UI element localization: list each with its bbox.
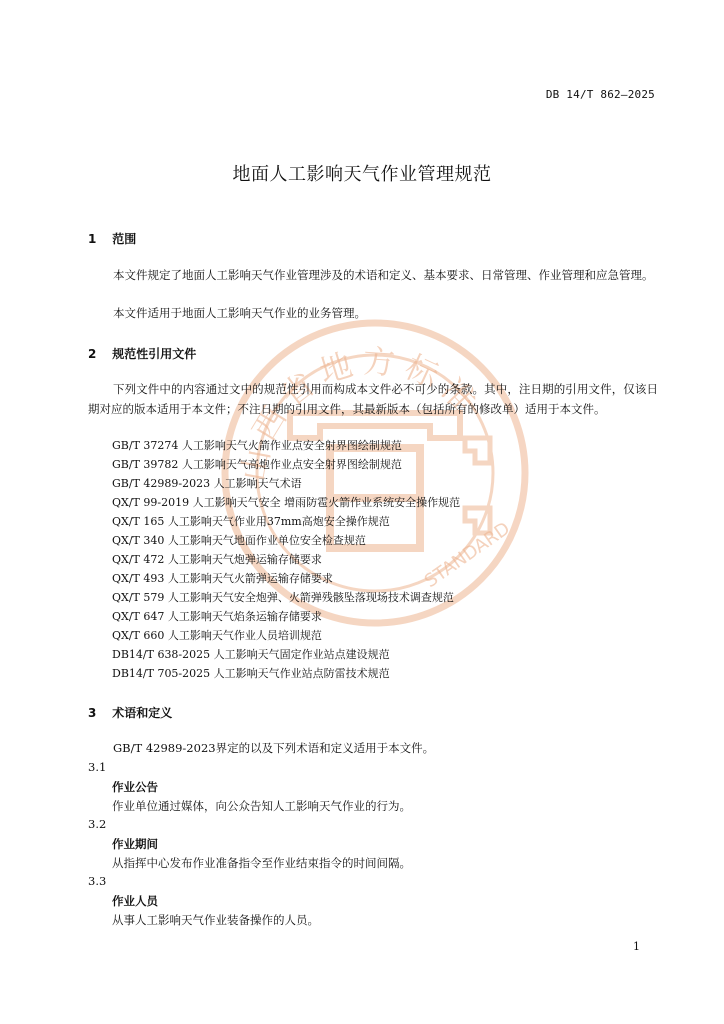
section-3-intro: GB/T 42989-2023界定的以及下列术语和定义适用于本文件。 [113,741,435,755]
section-2-heading [88,345,196,362]
term-number: 3.3 [88,874,107,888]
term-number: 3.1 [88,760,107,774]
term-name: 作业人员 [112,894,158,908]
section-number: 3 [88,706,97,720]
reference-item: QX/T 340 人工影响天气地面作业单位安全检查规范 [112,534,366,547]
reference-item: QX/T 165 人工影响天气作业用37mm高炮安全操作规范 [112,515,390,528]
watermark-latin-text: STANDARD [420,518,514,593]
reference-item: DB14/T 705-2025 人工影响天气作业站点防雷技术规范 [112,667,390,680]
term-name: 作业期间 [112,837,158,851]
document-number: DB 14/T 862—2025 [545,88,655,101]
term-definition: 作业单位通过媒体，向公众告知人工影响天气作业的行为。 [112,799,411,813]
section-title: 范围 [112,232,137,246]
section-3-heading [88,704,172,721]
section-2-intro: 下列文件中的内容通过文中的规范性引用而构成本文件必不可少的条款。其中，注日期的引用文件，仅该日期对应的版本适用于本文件；不注日期的引用文件，其最新版本（包括所有的修改单）适用于本文件。 [88,382,658,416]
section-1-paragraph-1: 本文件规定了地面人工影响天气作业管理涉及的术语和定义、基本要求、日常管理、作业管理和应急管理。 [113,268,654,282]
section-number: 2 [88,347,97,361]
reference-item: QX/T 660 人工影响天气作业人员培训规范 [112,629,322,642]
reference-item: QX/T 99-2019 人工影响天气安全 增雨防雹火箭作业系统安全操作规范 [112,496,461,509]
term-definition: 从指挥中心发布作业准备指令至作业结束指令的时间间隔。 [112,856,411,870]
term-definition: 从事人工影响天气作业装备操作的人员。 [112,913,319,927]
reference-item: QX/T 647 人工影响天气焰条运输存储要求 [112,610,322,623]
watermark-arc-text: 山西省地方标准 [233,342,490,485]
term-name: 作业公告 [112,780,158,794]
reference-item: GB/T 39782 人工影响天气高炮作业点安全射界图绘制规范 [112,458,402,471]
reference-item: GB/T 42989-2023 人工影响天气术语 [112,477,302,490]
section-title: 术语和定义 [112,706,173,720]
section-number: 1 [88,232,97,246]
document-title: 地面人工影响天气作业管理规范 [232,164,492,185]
reference-item: GB/T 37274 人工影响天气火箭作业点安全射界图绘制规范 [112,439,402,452]
reference-item: QX/T 493 人工影响天气火箭弹运输存储要求 [112,572,333,585]
section-1-paragraph-2: 本文件适用于地面人工影响天气作业的业务管理。 [113,306,366,320]
page-number: 1 [633,940,640,953]
section-1-heading [88,230,136,247]
section-title: 规范性引用文件 [112,347,197,361]
term-number: 3.2 [88,817,107,831]
reference-item: DB14/T 638-2025 人工影响天气固定作业站点建设规范 [112,648,390,661]
reference-item: QX/T 472 人工影响天气炮弹运输存储要求 [112,553,322,566]
reference-item: QX/T 579 人工影响天气安全炮弹、火箭弹残骸坠落现场技术调查规范 [112,591,454,604]
